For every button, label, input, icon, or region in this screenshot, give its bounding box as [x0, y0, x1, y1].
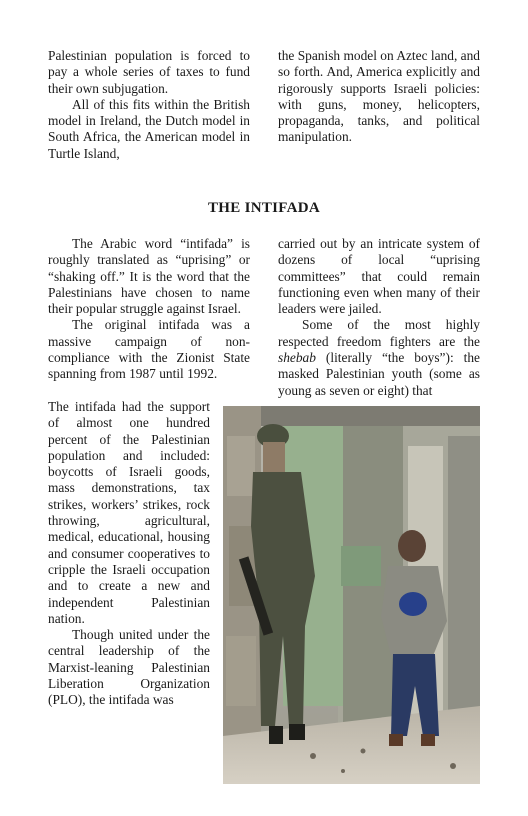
body-right-column — [278, 236, 480, 399]
top-left-column — [48, 48, 250, 162]
section-heading: THE INTIFADA — [207, 200, 321, 216]
text-run: (literally “the boys”): the masked Palestinian youth (some as young as seven or eight) that — [278, 350, 480, 398]
paragraph: Palestinian population is forced to pay a whole series of taxes to fund their own subjugation. — [48, 48, 250, 96]
paragraph: The intifada had the support of almost one hundred percent of the Palestinian population and included: boycotts of Israeli goods, mass demonstrations, tax strikes, workers’ strikes, rock throwing, agricultural, medical, educational, housing and consumer cooperatives to cripple the Israeli occupation and to create a new and independent Palestinian nation. — [48, 399, 210, 626]
paragraph: Though united under the central leadership of the Marxist-leaning Palestinian Liberation Organization (PLO), the intifada was — [48, 627, 210, 708]
body-left-wrapped-text — [48, 399, 210, 709]
street-photo — [223, 406, 480, 784]
paragraph — [278, 317, 480, 398]
paragraph: All of this fits within the British model in Ireland, the Dutch model in South Africa, the American model in Turtle Island, — [48, 96, 250, 161]
paragraph: carried out by an intricate system of dozens of local “uprising committees” that could remain functioning even when many of their leaders were jailed. — [278, 236, 480, 317]
paragraph: the Spanish model on Aztec land, and so forth. And, America explicitly and rigorously supports Israeli policies: with guns, money, helicopters, propaganda, tanks, and political manipulation. — [278, 48, 480, 145]
top-right-column — [278, 48, 480, 146]
italic-term: shebab — [278, 350, 316, 366]
paragraph: The Arabic word “intifada” is roughly translated as “uprising” or “shaking off.” It is the word that the Palestinians have chosen to name their popular struggle against Israel. — [48, 236, 250, 317]
paragraph: The original intifada was a massive campaign of non-compliance with the Zionist State spanning from 1987 until 1992. — [48, 317, 250, 382]
text-run: Some of the most highly respected freedom fighters are the — [278, 317, 480, 349]
body-left-column — [48, 236, 250, 383]
